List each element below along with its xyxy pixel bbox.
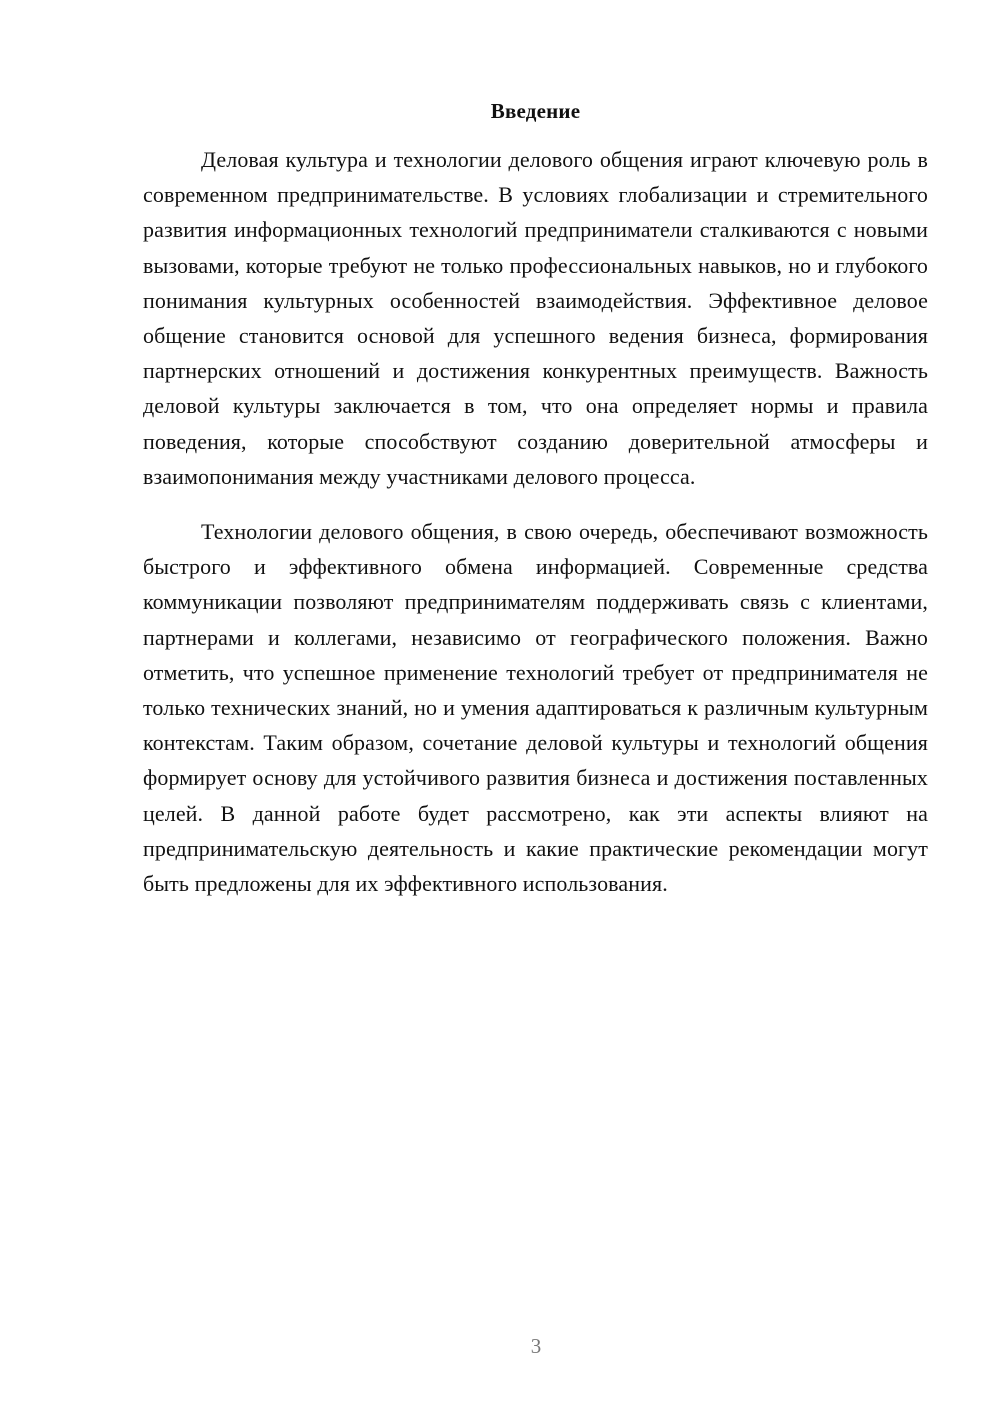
- section-title: Введение: [490, 99, 581, 123]
- page-number: 3: [530, 1334, 542, 1358]
- body-paragraph-1: Деловая культура и технологии делового общения играют ключевую роль в современном предпринимательстве. В условиях глобализации и стремительного развития информационных технологий предприниматели сталкиваются с новыми вызовами, которые требуют не только профессиональных навыков, но и глубокого понимания культурных особенностей взаимодействия. Эффективное деловое общение становится основой для успешного ведения бизнеса, формирования партнерских отношений и достижения конкурентных преимуществ. Важность деловой культуры заключается в том, что она определяет нормы и правила поведения, которые способствуют созданию доверительной атмосферы и взаимопонимания между участниками делового процесса.: [143, 147, 928, 489]
- page-content: [143, 95, 928, 901]
- body-paragraph-2: Технологии делового общения, в свою очередь, обеспечивают возможность быстрого и эффективного обмена информацией. Современные средства коммуникации позволяют предпринимателям поддерживать связь с клиентами, партнерами и коллегами, независимо от географического положения. Важно отметить, что успешное применение технологий требует от предпринимателя не только технических знаний, но и умения адаптироваться к различным культурным контекстам. Таким образом, сочетание деловой культуры и технологий общения формирует основу для устойчивого развития бизнеса и достижения поставленных целей. В данной работе будет рассмотрено, как эти аспекты влияют на предпринимательскую деятельность и какие практические рекомендации могут быть предложены для их эффективного использования.: [143, 519, 928, 897]
